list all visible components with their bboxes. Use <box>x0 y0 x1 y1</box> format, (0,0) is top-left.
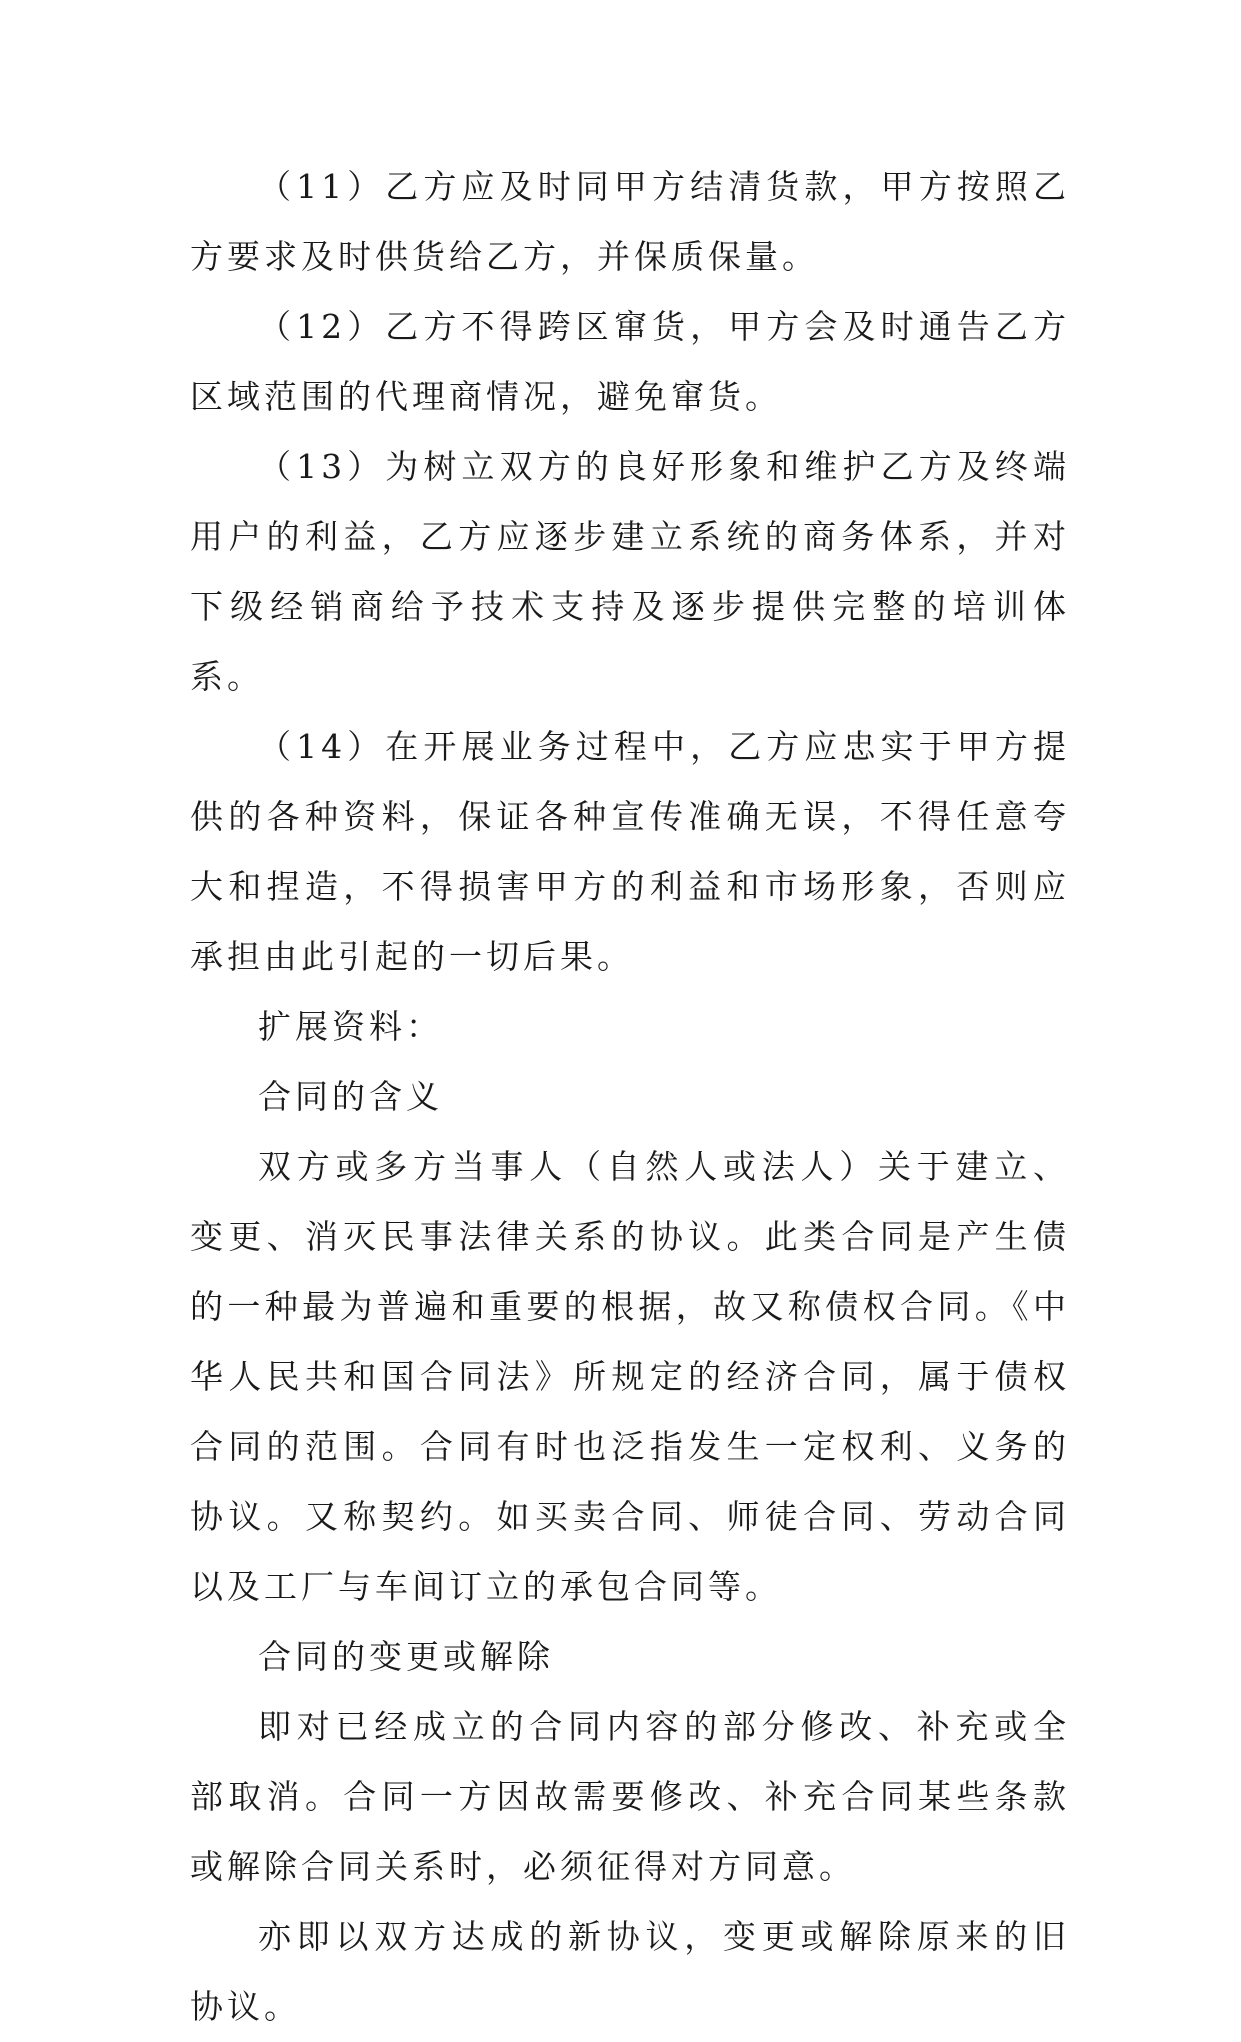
section-heading-contract-meaning: 合同的含义 <box>258 1077 443 1116</box>
paragraph-clause-14: （14）在开展业务过程中，乙方应忠实于甲方提供的各种资料，保证各种宣传准确无误，不得任意夸大和捏造，不得损害甲方的利益和市场形象，否则应承担由此引起的一切后果。 <box>190 727 1070 976</box>
paragraph-contract-change: 即对已经成立的合同内容的部分修改、补充或全部取消。合同一方因故需要修改、补充合同某些条款或解除合同关系时，必须征得对方同意。 <box>190 1707 1070 1886</box>
document-body <box>190 152 1070 2042</box>
section-heading-extended-info: 扩展资料： <box>258 1007 443 1046</box>
paragraph-clause-13: （13）为树立双方的良好形象和维护乙方及终端用户的利益，乙方应逐步建立系统的商务体系，并对下级经销商给予技术支持及逐步提供完整的培训体系。 <box>190 447 1070 696</box>
paragraph-contract-meaning: 双方或多方当事人（自然人或法人）关于建立、变更、消灭民事法律关系的协议。此类合同是产生债的一种最为普遍和重要的根据，故又称债权合同。《中华人民共和国合同法》所规定的经济合同，属于债权合同的范围。合同有时也泛指发生一定权利、义务的协议。又称契约。如买卖合同、师徒合同、劳动合同以及工厂与车间订立的承包合同等。 <box>190 1147 1070 1606</box>
paragraph-contract-change-continued: 亦即以双方达成的新协议，变更或解除原来的旧协议。 <box>190 1917 1070 2026</box>
paragraph-clause-12: （12）乙方不得跨区窜货，甲方会及时通告乙方区域范围的代理商情况，避免窜货。 <box>190 307 1070 416</box>
section-heading-contract-change: 合同的变更或解除 <box>258 1637 554 1676</box>
paragraph-clause-11: （11）乙方应及时同甲方结清货款，甲方按照乙方要求及时供货给乙方，并保质保量。 <box>190 167 1070 276</box>
